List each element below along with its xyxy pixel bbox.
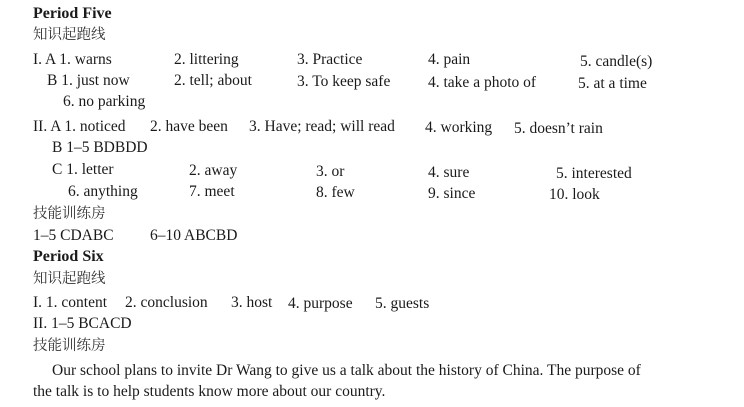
skills-heading: 技能训练房: [33, 338, 106, 354]
answer: B 1–5 BDBDD: [52, 139, 148, 156]
answer: I. A 1. warns: [33, 51, 112, 68]
answer: 2. have been: [150, 118, 228, 135]
answer: B 1. just now: [47, 72, 130, 89]
essay-line: Our school plans to invite Dr Wang to give us a talk about the history of China. The purpose of: [52, 362, 641, 379]
answer: 8. few: [316, 184, 355, 201]
answer: 10. look: [549, 186, 600, 203]
knowledge-heading: 知识起跑线: [33, 27, 106, 43]
answer: 4. take a photo of: [428, 74, 537, 91]
answer: 2. conclusion: [125, 294, 208, 311]
period-six-title: Period Six: [33, 248, 104, 265]
answer: 1–5 CDABC: [33, 227, 114, 244]
answer: 5. candle(s): [580, 53, 653, 70]
answer: 3. To keep safe: [297, 73, 391, 90]
answer: 6. no parking: [63, 93, 146, 110]
answer: 5. interested: [556, 165, 632, 182]
answer: 3. Have; read; will read: [249, 118, 395, 135]
answer: 3. or: [316, 163, 345, 180]
essay-line: the talk is to help students know more about our country.: [33, 383, 386, 400]
answer: 9. since: [428, 185, 476, 202]
answer: 4. pain: [428, 51, 471, 68]
answer: C 1. letter: [52, 161, 114, 178]
period-five-title: Period Five: [33, 5, 112, 22]
answer: 3. host: [231, 294, 273, 311]
answer: 7. meet: [189, 183, 235, 200]
answer: 2. tell; about: [174, 72, 252, 89]
answer: 6. anything: [68, 183, 138, 200]
answer: 3. Practice: [297, 51, 363, 68]
answer: 4. sure: [428, 164, 470, 181]
skills-heading: 技能训练房: [33, 206, 106, 222]
knowledge-heading: 知识起跑线: [33, 271, 106, 287]
answer: I. 1. content: [33, 294, 108, 311]
answer: 2. away: [189, 162, 238, 179]
answer: 6–10 ABCBD: [150, 227, 238, 244]
answer: II. A 1. noticed: [33, 118, 126, 135]
answer: 5. at a time: [578, 75, 647, 92]
answer: II. 1–5 BCACD: [33, 315, 132, 332]
answer: 4. working: [425, 119, 493, 136]
answer: 5. doesn’t rain: [514, 120, 603, 137]
answer: 2. littering: [174, 51, 239, 68]
answer: 5. guests: [375, 295, 430, 312]
answer: 4. purpose: [288, 295, 353, 312]
